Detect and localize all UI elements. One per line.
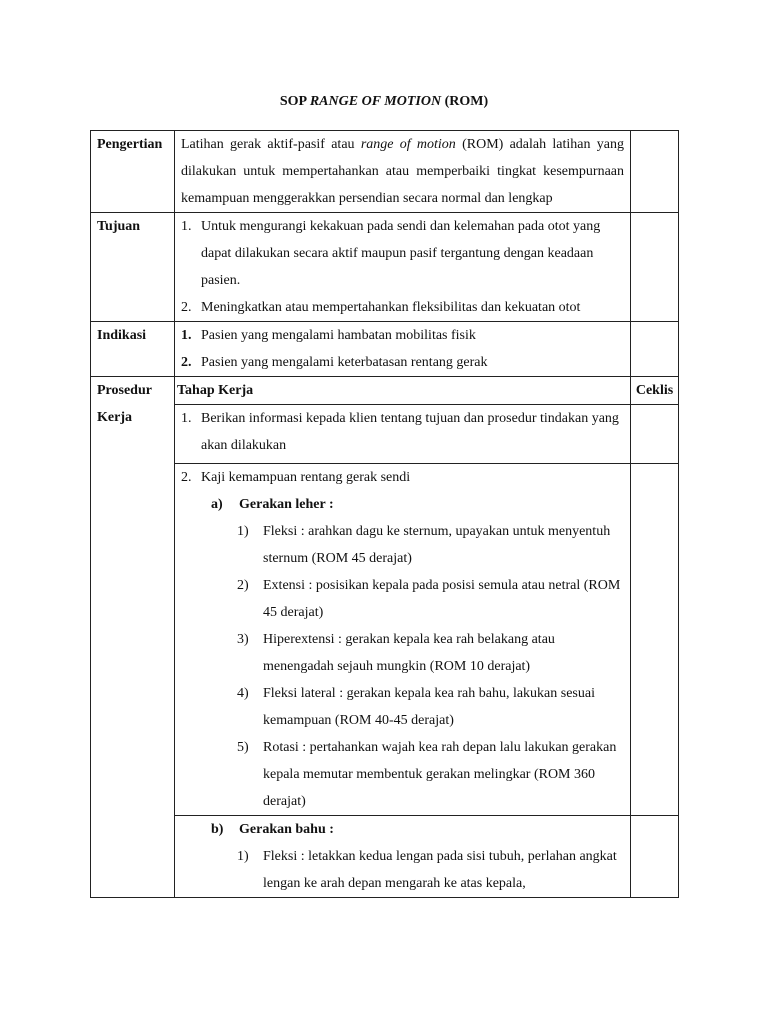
title-italic: RANGE OF MOTION <box>309 94 442 109</box>
check-cell <box>631 322 679 377</box>
sop-table <box>90 130 679 898</box>
check-cell <box>631 464 679 816</box>
row-indikasi <box>91 322 679 377</box>
check-cell <box>631 131 679 213</box>
bahu-cell <box>175 816 631 898</box>
tahap-kerja-header: Tahap Kerja <box>175 377 631 405</box>
tujuan-list <box>175 213 631 322</box>
list-item: 1) Fleksi : letakkan kedua lengan pada sisi tubuh, perlahan angkat lengan ke arah depan mengarah ke atas kepala, <box>237 849 617 891</box>
label-indikasi: Indikasi <box>91 322 175 377</box>
document-title: SOP RANGE OF MOTION (ROM) <box>279 94 489 109</box>
label-tujuan: Tujuan <box>91 213 175 322</box>
list-item: 5) Rotasi : pertahankan wajah kea rah depan lalu lakukan gerakan kepala memutar membentuk gerakan melingkar (ROM 360 derajat) <box>237 740 617 809</box>
list-item: 1. Pasien yang mengalami hambatan mobilitas fisik <box>181 328 476 343</box>
label-prosedur: Prosedur Kerja <box>91 377 175 898</box>
step1-cell <box>175 405 631 464</box>
list-item: 3) Hiperextensi : gerakan kepala kea rah belakang atau menengadah sejauh mungkin (ROM 10 derajat) <box>237 632 555 674</box>
list-item: 2) Extensi : posisikan kepala pada posisi semula atau netral (ROM 45 derajat) <box>237 578 621 620</box>
row-prosedur-header <box>91 377 679 405</box>
row-step2 <box>91 464 679 816</box>
list-item: 4) Fleksi lateral : gerakan kepala kea rah bahu, lakukan sesuai kemampuan (ROM 40-45 derajat) <box>237 686 595 728</box>
list-item: 1. Untuk mengurangi kekakuan pada sendi dan kelemahan pada otot yang dapat dilakukan secara aktif maupun pasif tergantung dengan keadaan pasien. <box>181 219 601 288</box>
list-item: 1) Fleksi : arahkan dagu ke sternum, upayakan untuk menyentuh sternum (ROM 45 derajat) <box>237 524 611 566</box>
row-pengertian <box>91 131 679 213</box>
check-cell <box>631 816 679 898</box>
step2-cell <box>175 464 631 816</box>
subheading-bahu: b) Gerakan bahu : <box>211 822 334 837</box>
row-step1 <box>91 405 679 464</box>
row-bahu <box>91 816 679 898</box>
list-item: 2. Pasien yang mengalami keterbatasan rentang gerak <box>181 355 488 370</box>
check-cell <box>631 213 679 322</box>
row-tujuan <box>91 213 679 322</box>
list-item: 2. Kaji kemampuan rentang gerak sendi <box>181 470 411 485</box>
indikasi-list <box>175 322 631 377</box>
pengertian-text: Latihan gerak aktif-pasif atau range of motion (ROM) adalah latihan yang dilakukan untuk mempertahankan atau memperbaiki tingkat kesempurnaan kemampuan menggerakkan persendian secara normal dan lengkap <box>175 131 631 213</box>
list-item: 1. Berikan informasi kepada klien tentang tujuan dan prosedur tindakan yang akan dilakukan <box>181 411 619 453</box>
check-cell <box>631 405 679 464</box>
list-item: 2. Meningkatkan atau mempertahankan fleksibilitas dan kekuatan otot <box>181 300 581 315</box>
label-pengertian: Pengertian <box>91 131 175 213</box>
subheading-leher: a) Gerakan leher : <box>211 497 334 512</box>
ceklis-header: Ceklis <box>631 377 679 405</box>
